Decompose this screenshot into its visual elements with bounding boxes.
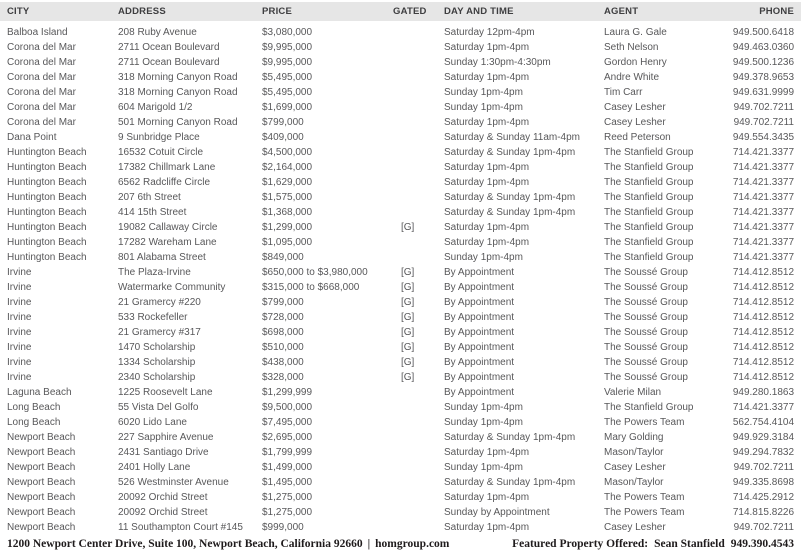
cell-address: 2711 Ocean Boulevard: [118, 57, 220, 68]
table-row: [0, 265, 801, 280]
cell-agent: The Stanfield Group: [604, 402, 694, 413]
cell-agent: Mason/Taylor: [604, 447, 664, 458]
cell-gated: [G]: [401, 267, 415, 278]
cell-address: 801 Alabama Street: [118, 252, 206, 263]
cell-address: 604 Marigold 1/2: [118, 102, 193, 113]
cell-phone: 949.280.1863: [732, 387, 794, 398]
cell-phone: 949.500.1236: [732, 57, 794, 68]
cell-gated: [386, 205, 437, 220]
cell-phone: 714.412.8512: [732, 327, 794, 338]
cell-time: By Appointment: [444, 342, 515, 353]
cell-gated: [386, 160, 437, 175]
cell-agent: Tim Carr: [604, 87, 643, 98]
cell-address: 526 Westminster Avenue: [118, 477, 229, 488]
cell-address: 21 Gramercy #220: [118, 297, 201, 308]
table-row: [0, 40, 801, 55]
cell-gated: [G]: [401, 282, 415, 293]
cell-agent: The Stanfield Group: [604, 162, 694, 173]
cell-agent: Casey Lesher: [604, 117, 666, 128]
cell-agent: Gordon Henry: [604, 57, 667, 68]
cell-price: $799,000: [262, 297, 304, 308]
cell-price: $1,799,999: [262, 447, 313, 458]
cell-address: 17382 Chillmark Lane: [118, 162, 216, 173]
cell-price: $1,275,000: [262, 507, 313, 518]
cell-price: $1,499,000: [262, 462, 313, 473]
cell-address: 207 6th Street: [118, 192, 181, 203]
cell-price: $9,995,000: [262, 57, 313, 68]
cell-address: 55 Vista Del Golfo: [118, 402, 199, 413]
cell-address: 17282 Wareham Lane: [118, 237, 217, 248]
table-row: [0, 295, 801, 310]
cell-phone: 714.412.8512: [732, 342, 794, 353]
cell-price: $7,495,000: [262, 417, 313, 428]
cell-agent: The Soussé Group: [604, 357, 688, 368]
table-row: [0, 325, 801, 340]
cell-address: 20092 Orchid Street: [118, 492, 208, 503]
cell-price: $1,629,000: [262, 177, 313, 188]
cell-gated: [386, 475, 437, 490]
table-row: [0, 220, 801, 235]
cell-price: $4,500,000: [262, 147, 313, 158]
cell-city: Newport Beach: [7, 492, 76, 503]
cell-gated: [386, 490, 437, 505]
table-row: [0, 175, 801, 190]
cell-time: By Appointment: [444, 297, 515, 308]
cell-city: Irvine: [7, 327, 32, 338]
cell-phone: 714.421.3377: [732, 177, 794, 188]
cell-time: Saturday 1pm-4pm: [444, 237, 530, 248]
listings-table: [0, 2, 801, 535]
cell-time: Sunday 1pm-4pm: [444, 462, 523, 473]
cell-gated: [G]: [401, 312, 415, 323]
cell-address: 414 15th Street: [118, 207, 187, 218]
column-header-agent: AGENT: [597, 2, 723, 21]
table-row: [0, 85, 801, 100]
table-row: [0, 70, 801, 85]
cell-city: Huntington Beach: [7, 222, 87, 233]
cell-agent: The Soussé Group: [604, 342, 688, 353]
cell-city: Corona del Mar: [7, 72, 76, 83]
cell-city: Newport Beach: [7, 462, 76, 473]
table-header-row: [0, 2, 801, 21]
table-row: [0, 235, 801, 250]
cell-phone: 949.294.7832: [732, 447, 794, 458]
cell-gated: [386, 100, 437, 115]
cell-agent: The Soussé Group: [604, 267, 688, 278]
cell-agent: The Stanfield Group: [604, 147, 694, 158]
cell-phone: 714.412.8512: [732, 372, 794, 383]
cell-address: 318 Morning Canyon Road: [118, 72, 238, 83]
cell-gated: [386, 415, 437, 430]
cell-agent: The Stanfield Group: [604, 237, 694, 248]
cell-gated: [G]: [401, 297, 415, 308]
cell-phone: 949.929.3184: [732, 432, 794, 443]
table-row: [0, 21, 801, 40]
cell-phone: 949.378.9653: [732, 72, 794, 83]
cell-price: $1,575,000: [262, 192, 313, 203]
cell-price: $409,000: [262, 132, 304, 143]
cell-agent: Laura G. Gale: [604, 27, 667, 38]
cell-gated: [386, 250, 437, 265]
cell-city: Corona del Mar: [7, 42, 76, 53]
cell-gated: [386, 235, 437, 250]
cell-price: $799,000: [262, 117, 304, 128]
cell-phone: 562.754.4104: [732, 417, 794, 428]
cell-time: Saturday & Sunday 1pm-4pm: [444, 432, 576, 443]
cell-address: 1334 Scholarship: [118, 357, 196, 368]
cell-gated: [386, 430, 437, 445]
cell-time: By Appointment: [444, 372, 515, 383]
cell-agent: Valerie Milan: [604, 387, 662, 398]
cell-phone: 714.421.3377: [732, 192, 794, 203]
cell-address: 318 Morning Canyon Road: [118, 87, 238, 98]
cell-phone: 949.702.7211: [733, 522, 794, 533]
table-row: [0, 400, 801, 415]
cell-price: $650,000 to $3,980,000: [262, 267, 368, 278]
cell-city: Irvine: [7, 372, 32, 383]
cell-phone: 949.500.6418: [732, 27, 794, 38]
cell-time: Saturday 1pm-4pm: [444, 222, 530, 233]
table-row: [0, 190, 801, 205]
cell-time: By Appointment: [444, 327, 515, 338]
cell-phone: 949.702.7211: [733, 117, 794, 128]
cell-phone: 714.425.2912: [732, 492, 794, 503]
cell-price: $2,695,000: [262, 432, 313, 443]
cell-price: $328,000: [262, 372, 304, 383]
cell-city: Corona del Mar: [7, 57, 76, 68]
cell-phone: 714.421.3377: [732, 402, 794, 413]
featured-property-phone: 949.390.4543: [730, 538, 794, 550]
cell-gated: [386, 130, 437, 145]
cell-agent: The Stanfield Group: [604, 207, 694, 218]
cell-phone: 714.412.8512: [732, 282, 794, 293]
footer-featured-property: [512, 538, 794, 550]
table-row: [0, 445, 801, 460]
cell-gated: [386, 460, 437, 475]
cell-time: Saturday 1pm-4pm: [444, 177, 530, 188]
cell-city: Irvine: [7, 297, 32, 308]
cell-phone: 714.412.8512: [732, 297, 794, 308]
cell-address: 11 Southampton Court #145: [118, 522, 243, 533]
cell-time: Saturday & Sunday 1pm-4pm: [444, 207, 576, 218]
cell-gated: [386, 175, 437, 190]
cell-agent: The Powers Team: [604, 492, 685, 503]
cell-city: Irvine: [7, 282, 32, 293]
cell-city: Irvine: [7, 357, 32, 368]
cell-price: $1,368,000: [262, 207, 313, 218]
cell-phone: 949.554.3435: [732, 132, 794, 143]
table-row: [0, 370, 801, 385]
cell-city: Long Beach: [7, 402, 61, 413]
cell-phone: 714.421.3377: [732, 147, 794, 158]
cell-time: Saturday 1pm-4pm: [444, 42, 530, 53]
cell-address: 6020 Lido Lane: [118, 417, 187, 428]
cell-time: Saturday 12pm-4pm: [444, 27, 535, 38]
cell-time: Saturday & Sunday 11am-4pm: [444, 132, 581, 143]
cell-gated: [G]: [401, 342, 415, 353]
cell-agent: The Stanfield Group: [604, 252, 694, 263]
cell-agent: Casey Lesher: [604, 522, 666, 533]
cell-city: Balboa Island: [7, 27, 68, 38]
cell-gated: [386, 385, 437, 400]
cell-price: $9,500,000: [262, 402, 313, 413]
cell-city: Corona del Mar: [7, 87, 76, 98]
cell-price: $698,000: [262, 327, 304, 338]
cell-time: Sunday by Appointment: [444, 507, 550, 518]
table-row: [0, 415, 801, 430]
cell-agent: The Powers Team: [604, 417, 685, 428]
cell-city: Newport Beach: [7, 477, 76, 488]
cell-time: Saturday 1pm-4pm: [444, 492, 530, 503]
cell-city: Huntington Beach: [7, 147, 87, 158]
cell-phone: 949.702.7211: [733, 102, 794, 113]
cell-time: By Appointment: [444, 357, 515, 368]
cell-city: Newport Beach: [7, 447, 76, 458]
table-row: [0, 340, 801, 355]
cell-time: Saturday & Sunday 1pm-4pm: [444, 147, 576, 158]
cell-address: 227 Sapphire Avenue: [118, 432, 214, 443]
cell-city: Huntington Beach: [7, 192, 87, 203]
cell-city: Laguna Beach: [7, 387, 72, 398]
footer-address-text: 1200 Newport Center Drive, Suite 100, Newport Beach, California 92660: [7, 538, 363, 550]
cell-time: Sunday 1pm-4pm: [444, 402, 523, 413]
cell-gated: [G]: [401, 357, 415, 368]
cell-gated: [386, 520, 437, 535]
cell-agent: Casey Lesher: [604, 102, 666, 113]
cell-gated: [G]: [401, 222, 415, 233]
cell-address: 21 Gramercy #317: [118, 327, 201, 338]
cell-address: Watermarke Community: [118, 282, 226, 293]
cell-city: Irvine: [7, 312, 32, 323]
table-row: [0, 160, 801, 175]
cell-agent: The Soussé Group: [604, 282, 688, 293]
cell-city: Corona del Mar: [7, 102, 76, 113]
table-row: [0, 460, 801, 475]
table-row: [0, 55, 801, 70]
cell-gated: [386, 445, 437, 460]
cell-phone: 949.335.8698: [732, 477, 794, 488]
cell-gated: [386, 145, 437, 160]
cell-gated: [386, 505, 437, 520]
cell-city: Corona del Mar: [7, 117, 76, 128]
cell-phone: 714.421.3377: [732, 162, 794, 173]
cell-time: Sunday 1pm-4pm: [444, 87, 523, 98]
cell-phone: 714.421.3377: [732, 237, 794, 248]
cell-price: $1,095,000: [262, 237, 313, 248]
column-header-phone: PHONE: [723, 2, 801, 21]
cell-city: Huntington Beach: [7, 207, 87, 218]
cell-price: $5,495,000: [262, 72, 313, 83]
cell-phone: 714.412.8512: [732, 267, 794, 278]
cell-address: 1470 Scholarship: [118, 342, 196, 353]
cell-agent: Mason/Taylor: [604, 477, 664, 488]
cell-agent: Casey Lesher: [604, 462, 666, 473]
cell-gated: [G]: [401, 372, 415, 383]
table-row: [0, 115, 801, 130]
footer-office-address: [7, 538, 449, 550]
cell-gated: [386, 400, 437, 415]
table-body: [0, 21, 801, 535]
table-row: [0, 250, 801, 265]
cell-phone: 949.631.9999: [732, 87, 794, 98]
column-header-gated: GATED: [386, 2, 437, 21]
cell-price: $1,495,000: [262, 477, 313, 488]
cell-address: 2401 Holly Lane: [118, 462, 191, 473]
cell-time: By Appointment: [444, 387, 515, 398]
cell-price: $1,299,000: [262, 222, 313, 233]
table-row: [0, 505, 801, 520]
cell-agent: The Soussé Group: [604, 297, 688, 308]
cell-agent: The Soussé Group: [604, 372, 688, 383]
cell-agent: Seth Nelson: [604, 42, 659, 53]
cell-city: Newport Beach: [7, 522, 76, 533]
footer-website-link[interactable]: homgroup.com: [375, 538, 450, 550]
cell-agent: The Stanfield Group: [604, 192, 694, 203]
cell-city: Huntington Beach: [7, 237, 87, 248]
cell-address: 19082 Callaway Circle: [118, 222, 218, 233]
cell-price: $728,000: [262, 312, 304, 323]
table-row: [0, 490, 801, 505]
cell-phone: 714.421.3377: [732, 252, 794, 263]
table-row: [0, 310, 801, 325]
cell-time: Saturday 1pm-4pm: [444, 522, 530, 533]
cell-agent: The Stanfield Group: [604, 222, 694, 233]
cell-time: Saturday & Sunday 1pm-4pm: [444, 192, 576, 203]
cell-price: $849,000: [262, 252, 304, 263]
cell-city: Long Beach: [7, 417, 61, 428]
cell-gated: [386, 190, 437, 205]
cell-price: $1,699,000: [262, 102, 313, 113]
cell-address: 2340 Scholarship: [118, 372, 196, 383]
cell-price: $3,080,000: [262, 27, 313, 38]
cell-time: Saturday & Sunday 1pm-4pm: [444, 477, 576, 488]
cell-time: Saturday 1pm-4pm: [444, 447, 530, 458]
cell-agent: The Soussé Group: [604, 327, 688, 338]
cell-city: Huntington Beach: [7, 162, 87, 173]
cell-time: Sunday 1pm-4pm: [444, 252, 523, 263]
cell-time: Saturday 1pm-4pm: [444, 162, 530, 173]
cell-address: 9 Sunbridge Place: [118, 132, 200, 143]
cell-price: $1,299,999: [262, 387, 313, 398]
footer-separator: |: [367, 538, 371, 550]
cell-price: $999,000: [262, 522, 304, 533]
table-row: [0, 355, 801, 370]
cell-price: $1,275,000: [262, 492, 313, 503]
cell-agent: Reed Peterson: [604, 132, 671, 143]
cell-address: 2711 Ocean Boulevard: [118, 42, 220, 53]
table-row: [0, 130, 801, 145]
cell-time: Saturday 1pm-4pm: [444, 117, 530, 128]
cell-gated: [386, 115, 437, 130]
cell-address: 1225 Roosevelt Lane: [118, 387, 213, 398]
cell-phone: 714.815.8226: [732, 507, 794, 518]
cell-price: $9,995,000: [262, 42, 313, 53]
cell-gated: [386, 40, 437, 55]
cell-agent: The Soussé Group: [604, 312, 688, 323]
page-footer: [0, 538, 801, 550]
cell-price: $2,164,000: [262, 162, 313, 173]
featured-property-label: Featured Property Offered:: [512, 538, 649, 550]
cell-address: The Plaza-Irvine: [118, 267, 191, 278]
cell-time: By Appointment: [444, 312, 515, 323]
cell-agent: The Powers Team: [604, 507, 685, 518]
table-row: [0, 475, 801, 490]
cell-address: 208 Ruby Avenue: [118, 27, 197, 38]
cell-agent: Andre White: [604, 72, 660, 83]
cell-time: By Appointment: [444, 267, 515, 278]
cell-phone: 714.412.8512: [732, 312, 794, 323]
cell-time: Sunday 1:30pm-4:30pm: [444, 57, 551, 68]
cell-time: Sunday 1pm-4pm: [444, 102, 523, 113]
cell-address: 16532 Cotuit Circle: [118, 147, 204, 158]
column-header-day-and-time: DAY AND TIME: [437, 2, 597, 21]
cell-gated: [386, 70, 437, 85]
cell-agent: The Stanfield Group: [604, 177, 694, 188]
cell-city: Newport Beach: [7, 432, 76, 443]
cell-price: $5,495,000: [262, 87, 313, 98]
cell-price: $315,000 to $668,000: [262, 282, 360, 293]
cell-city: Irvine: [7, 342, 32, 353]
cell-agent: Mary Golding: [604, 432, 664, 443]
cell-address: 6562 Radcliffe Circle: [118, 177, 211, 188]
table-row: [0, 430, 801, 445]
table-row: [0, 520, 801, 535]
column-header-city: CITY: [0, 2, 111, 21]
cell-price: $438,000: [262, 357, 304, 368]
table-row: [0, 205, 801, 220]
cell-phone: 949.702.7211: [733, 462, 794, 473]
cell-address: 533 Rockefeller: [118, 312, 188, 323]
featured-property-agent: Sean Stanfield: [654, 538, 725, 550]
cell-time: Saturday 1pm-4pm: [444, 72, 530, 83]
cell-city: Newport Beach: [7, 507, 76, 518]
cell-phone: 949.463.0360: [732, 42, 794, 53]
table-row: [0, 385, 801, 400]
cell-gated: [386, 21, 437, 40]
column-header-address: ADDRESS: [111, 2, 255, 21]
cell-address: 501 Morning Canyon Road: [118, 117, 238, 128]
cell-phone: 714.421.3377: [732, 222, 794, 233]
cell-address: 20092 Orchid Street: [118, 507, 208, 518]
cell-city: Dana Point: [7, 132, 57, 143]
cell-city: Irvine: [7, 267, 32, 278]
cell-gated: [G]: [401, 327, 415, 338]
cell-gated: [386, 85, 437, 100]
cell-city: Huntington Beach: [7, 252, 87, 263]
cell-price: $510,000: [262, 342, 304, 353]
cell-gated: [386, 55, 437, 70]
cell-phone: 714.412.8512: [732, 357, 794, 368]
cell-address: 2431 Santiago Drive: [118, 447, 209, 458]
table-row: [0, 100, 801, 115]
cell-time: By Appointment: [444, 282, 515, 293]
cell-time: Sunday 1pm-4pm: [444, 417, 523, 428]
cell-phone: 714.421.3377: [732, 207, 794, 218]
table-row: [0, 145, 801, 160]
table-row: [0, 280, 801, 295]
column-header-price: PRICE: [255, 2, 386, 21]
cell-city: Huntington Beach: [7, 177, 87, 188]
